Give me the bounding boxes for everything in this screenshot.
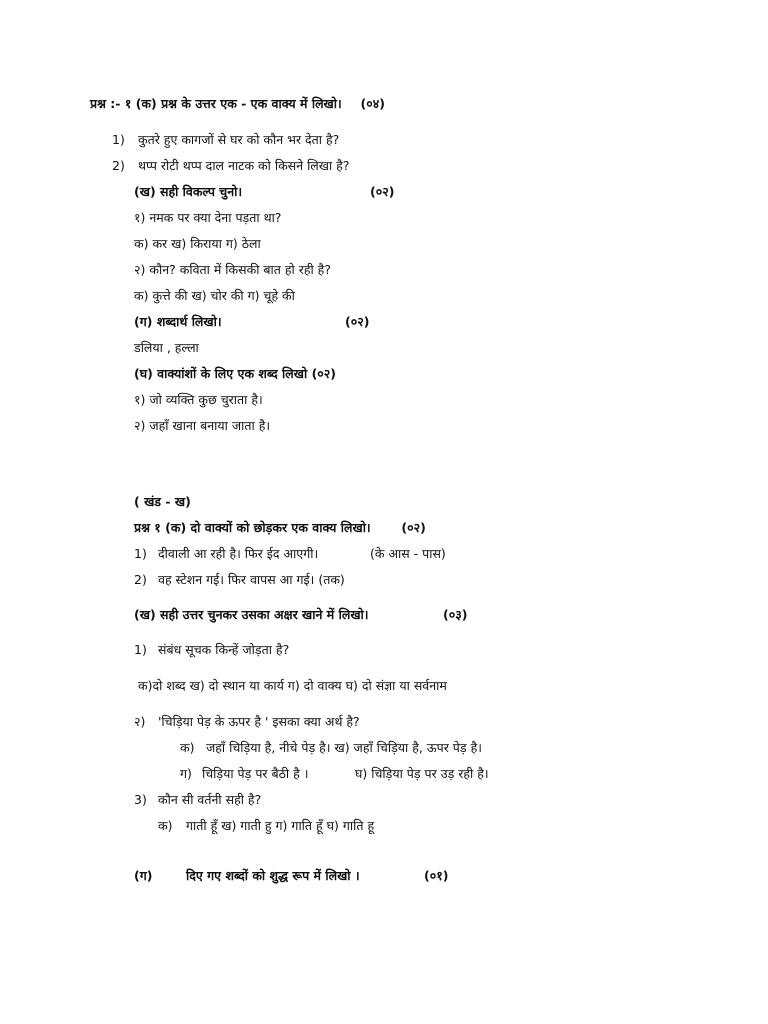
question-hint: (के आस - पास): [370, 546, 446, 561]
sub-heading-kh-marks: (०२): [370, 184, 395, 199]
option-label: क): [158, 818, 173, 833]
phrase-question: १) जो व्यक्ति कुछ चुराता है।: [134, 392, 263, 407]
mcq-b2: [134, 713, 360, 731]
section-b-heading-text: प्रश्न १ (क) दो वाक्यों को छोड़कर एक वाक्य लिखो।: [134, 520, 371, 535]
section-a-heading: [90, 95, 385, 113]
section-a-heading-marks: (०४): [360, 96, 385, 111]
section-b-heading: [134, 519, 426, 537]
question-number: 1): [134, 546, 147, 561]
sub-heading-gh: (घ) वाक्यांशों के लिए एक शब्द लिखो (०२): [134, 366, 337, 381]
question-number: 1): [134, 642, 147, 657]
sub-heading-label: (ग): [134, 868, 153, 883]
option-text: चिड़िया पेड़ पर बैठी है ।: [202, 766, 309, 781]
mcq-options: क) कुत्ते की ख) चोर की ग) चूहे की: [134, 288, 295, 303]
question-number: 2): [134, 572, 147, 587]
mcq-question: २) कौन? कविता में किसकी बात हो रही है?: [134, 262, 331, 277]
sub-heading-text: दिए गए शब्दों को शुद्ध रूप में लिखो ।: [186, 868, 360, 883]
section-a-heading-text: प्रश्न :- १ (क) प्रश्न के उत्तर एक - एक वाक्य में लिखो।: [90, 96, 342, 111]
sub-heading-text: (ख) सही विकल्प चुनो।: [134, 184, 243, 199]
mcq-options: क) कर ख) किराया ग) ठेला: [134, 236, 261, 251]
option-text: जहाँ चिड़िया है, नीचे पेड़ है। ख) जहाँ चिड़िया है, ऊपर पेड़ है।: [206, 740, 482, 755]
mcq-options: क)दो शब्द ख) दो स्थान या कार्य ग) दो वाक्य घ) दो संज्ञा या सर्वनाम: [138, 678, 447, 693]
question-text: कौन सी वर्तनी सही है?: [158, 792, 262, 807]
question-number: 3): [134, 792, 147, 807]
sub-heading-kh: [134, 183, 242, 201]
sub-heading-g: (ग) शब्दार्थ लिखो।: [134, 314, 222, 329]
mcq-b3: [134, 791, 261, 809]
question-a2: [112, 157, 350, 175]
question-b1: [134, 545, 318, 563]
option-label: क): [180, 740, 195, 755]
word-list: डलिया , हल्ला: [134, 340, 199, 355]
mcq-question: १) नमक पर क्या देना पड़ता था?: [134, 210, 282, 225]
section-b-heading-marks: (०२): [401, 520, 426, 535]
question-text: संबंध सूचक किन्हें जोड़ता है?: [158, 642, 290, 657]
question-text: कुतरे हुए कागजों से घर को कौन भर देता है?: [138, 132, 340, 147]
sub-heading-b-g-marks: (०१): [424, 868, 449, 883]
phrase-question: २) जहाँ खाना बनाया जाता है।: [134, 418, 271, 433]
mcq-option-row: [180, 765, 308, 783]
option-text: गाती हूँ ख) गाती हु ग) गाति हूँ घ) गाति हू: [186, 818, 375, 833]
question-number: 1): [112, 132, 125, 147]
option-label: ग): [180, 766, 192, 781]
sub-heading-b-kh: (ख) सही उत्तर चुनकर उसका अक्षर खाने में लिखो।: [134, 607, 369, 622]
sub-heading-g-marks: (०२): [345, 314, 370, 329]
sub-heading-b-kh-marks: (०३): [443, 607, 468, 622]
question-b2: [134, 571, 345, 589]
question-text: थप्प रोटी थप्प दाल नाटक को किसने लिखा है?: [138, 158, 350, 173]
question-a1: [112, 131, 339, 149]
mcq-b1: [134, 641, 289, 659]
question-text: 'चिड़िया पेड़ के ऊपर है ' इसका क्या अर्थ है?: [158, 714, 360, 729]
question-number: 2): [112, 158, 125, 173]
mcq-option-row: [158, 817, 374, 835]
question-text: वह स्टेशन गई। फिर वापस आ गई। (तक): [158, 572, 345, 587]
question-text: दीवाली आ रही है। फिर ईद आएगी।: [158, 546, 319, 561]
mcq-option-row: [180, 739, 482, 757]
sub-heading-b-g: [134, 867, 360, 885]
question-number: २): [134, 714, 146, 729]
option-text: घ) चिड़िया पेड़ पर उड़ रही है।: [355, 766, 489, 781]
section-b-title: ( खंड - ख): [134, 494, 191, 509]
